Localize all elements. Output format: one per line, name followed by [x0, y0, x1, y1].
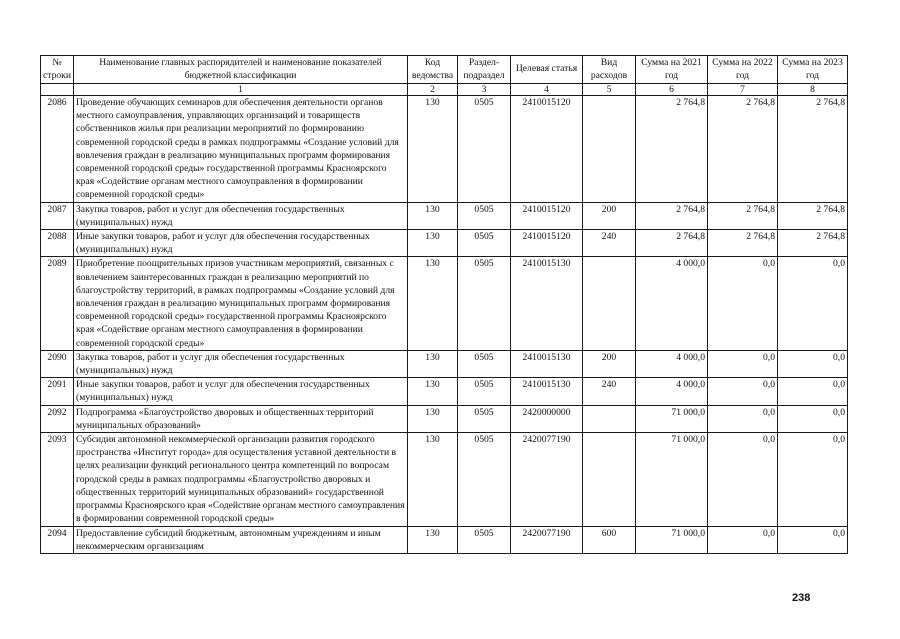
table-row: [41, 257, 848, 350]
col-header-sum-2023: Сумма на 2023 год: [778, 56, 848, 84]
cell-target-article: 2410015120: [511, 96, 583, 203]
cell-sum-2023: 0,0: [778, 405, 848, 432]
cell-item-name: Предоставление субсидий бюджетным, автономным учреждениям и иным некоммерческим организациям: [74, 526, 408, 553]
cell-item-name: Иные закупки товаров, работ и услуг для обеспечения государственных (муниципальных) нужд: [74, 230, 408, 257]
cell-department-code: 130: [408, 230, 458, 257]
col-number: 2: [408, 84, 458, 96]
cell-sum-2022: 2 764,8: [708, 230, 778, 257]
cell-sum-2022: 0,0: [708, 526, 778, 553]
col-header-expense-type: Вид расходов: [583, 56, 636, 84]
cell-sum-2021: 4 000,0: [636, 257, 708, 350]
cell-expense-type: [583, 405, 636, 432]
col-header-row-number: № строки: [41, 56, 74, 84]
cell-item-name: Приобретение поощрительных призов участникам мероприятий, связанных с вовлечением заинтересованных граждан в реализацию мероприятий по благоустройству территорий, в рамках подпрограммы «Создание условий для вовлечения граждан в реализацию муниципальных программ формирования современной городской среды» государственной программы Красноярского края «Содействие органам местного самоуправления в формировании современной городской среды»: [74, 257, 408, 350]
cell-sum-2022: 0,0: [708, 405, 778, 432]
cell-target-article: 2410015130: [511, 378, 583, 405]
cell-section-code: 0505: [458, 257, 511, 350]
cell-sum-2022: 0,0: [708, 433, 778, 526]
cell-target-article: 2420077190: [511, 526, 583, 553]
cell-sum-2022: 0,0: [708, 257, 778, 350]
col-number: 6: [636, 84, 708, 96]
col-number: 8: [778, 84, 848, 96]
table-row: [41, 526, 848, 553]
cell-department-code: 130: [408, 350, 458, 377]
table-row: [41, 405, 848, 432]
col-number: 4: [511, 84, 583, 96]
cell-sum-2021: 4 000,0: [636, 378, 708, 405]
cell-expense-type: 200: [583, 350, 636, 377]
column-number-row: [41, 84, 848, 96]
cell-section-code: 0505: [458, 350, 511, 377]
budget-table: [40, 55, 848, 554]
cell-row-number: 2087: [41, 202, 74, 229]
page-number: 238: [792, 592, 811, 604]
cell-department-code: 130: [408, 257, 458, 350]
table-row: [41, 350, 848, 377]
header-row: [41, 56, 848, 84]
cell-row-number: 2086: [41, 96, 74, 203]
cell-expense-type: 240: [583, 230, 636, 257]
col-header-target-article: Целевая статья: [511, 56, 583, 84]
cell-item-name: Закупка товаров, работ и услуг для обеспечения государственных (муниципальных) нужд: [74, 202, 408, 229]
cell-sum-2021: 2 764,8: [636, 202, 708, 229]
table-row: [41, 378, 848, 405]
cell-row-number: 2091: [41, 378, 74, 405]
cell-row-number: 2092: [41, 405, 74, 432]
cell-department-code: 130: [408, 526, 458, 553]
cell-item-name: Субсидия автономной некоммерческой организации развития городского пространства «Институт города» для осуществления уставной деятельности в целях реализации функций регионального центра компетенций по вопросам городской среды в рамках подпрограммы «Благоустройство дворовых и общественных территорий муниципальных образований» государственной программы Красноярского края «Содействие органам местного самоуправления в формировании современной городской среды»: [74, 433, 408, 526]
cell-expense-type: 200: [583, 202, 636, 229]
cell-section-code: 0505: [458, 96, 511, 203]
cell-sum-2023: 2 764,8: [778, 230, 848, 257]
col-number: [41, 84, 74, 96]
cell-section-code: 0505: [458, 378, 511, 405]
cell-target-article: 2410015120: [511, 230, 583, 257]
cell-sum-2021: 71 000,0: [636, 526, 708, 553]
cell-target-article: 2410015130: [511, 350, 583, 377]
cell-section-code: 0505: [458, 202, 511, 229]
cell-target-article: 2410015130: [511, 257, 583, 350]
table-row: [41, 96, 848, 203]
cell-sum-2023: 0,0: [778, 350, 848, 377]
cell-sum-2021: 71 000,0: [636, 405, 708, 432]
cell-sum-2021: 71 000,0: [636, 433, 708, 526]
col-header-name: Наименование главных распорядителей и наименование показателей бюджетной классификации: [74, 56, 408, 84]
cell-department-code: 130: [408, 202, 458, 229]
table-body: [41, 96, 848, 554]
cell-row-number: 2090: [41, 350, 74, 377]
col-number: 7: [708, 84, 778, 96]
cell-section-code: 0505: [458, 433, 511, 526]
cell-sum-2023: 2 764,8: [778, 96, 848, 203]
cell-row-number: 2089: [41, 257, 74, 350]
table-row: [41, 433, 848, 526]
cell-sum-2023: 0,0: [778, 526, 848, 553]
cell-expense-type: 600: [583, 526, 636, 553]
cell-sum-2023: 0,0: [778, 378, 848, 405]
col-number: 1: [74, 84, 408, 96]
col-header-department-code: Код ведомства: [408, 56, 458, 84]
cell-target-article: 2420077190: [511, 433, 583, 526]
cell-item-name: Закупка товаров, работ и услуг для обеспечения государственных (муниципальных) нужд: [74, 350, 408, 377]
cell-expense-type: 240: [583, 378, 636, 405]
cell-expense-type: [583, 96, 636, 203]
col-header-sum-2022: Сумма на 2022 год: [708, 56, 778, 84]
cell-sum-2021: 4 000,0: [636, 350, 708, 377]
cell-department-code: 130: [408, 433, 458, 526]
cell-item-name: Подпрограмма «Благоустройство дворовых и общественных территорий муниципальных образований»: [74, 405, 408, 432]
cell-expense-type: [583, 257, 636, 350]
cell-section-code: 0505: [458, 526, 511, 553]
cell-section-code: 0505: [458, 230, 511, 257]
cell-sum-2021: 2 764,8: [636, 96, 708, 203]
cell-expense-type: [583, 433, 636, 526]
cell-item-name: Иные закупки товаров, работ и услуг для обеспечения государственных (муниципальных) нужд: [74, 378, 408, 405]
cell-row-number: 2094: [41, 526, 74, 553]
cell-target-article: 2410015120: [511, 202, 583, 229]
col-header-section: Раздел-подраздел: [458, 56, 511, 84]
cell-target-article: 2420000000: [511, 405, 583, 432]
cell-section-code: 0505: [458, 405, 511, 432]
cell-department-code: 130: [408, 378, 458, 405]
cell-sum-2022: 2 764,8: [708, 202, 778, 229]
cell-row-number: 2093: [41, 433, 74, 526]
cell-row-number: 2088: [41, 230, 74, 257]
cell-sum-2023: 2 764,8: [778, 202, 848, 229]
cell-sum-2022: 0,0: [708, 378, 778, 405]
table-header: [41, 56, 848, 96]
cell-sum-2023: 0,0: [778, 433, 848, 526]
cell-sum-2021: 2 764,8: [636, 230, 708, 257]
col-header-sum-2021: Сумма на 2021 год: [636, 56, 708, 84]
col-number: 5: [583, 84, 636, 96]
table-row: [41, 202, 848, 229]
cell-department-code: 130: [408, 96, 458, 203]
cell-sum-2022: 2 764,8: [708, 96, 778, 203]
cell-sum-2023: 0,0: [778, 257, 848, 350]
col-number: 3: [458, 84, 511, 96]
cell-sum-2022: 0,0: [708, 350, 778, 377]
table-row: [41, 230, 848, 257]
cell-department-code: 130: [408, 405, 458, 432]
cell-item-name: Проведение обучающих семинаров для обеспечения деятельности органов местного самоуправления, управляющих организаций и товариществ собственников жилья при реализации мероприятий по формированию современной городской среды в рамках подпрограммы «Создание условий для вовлечения граждан в реализацию муниципальных программ формирования современной городской среды» государственной программы Красноярского края «Содействие органам местного самоуправления в формировании современной городской среды»: [74, 96, 408, 203]
